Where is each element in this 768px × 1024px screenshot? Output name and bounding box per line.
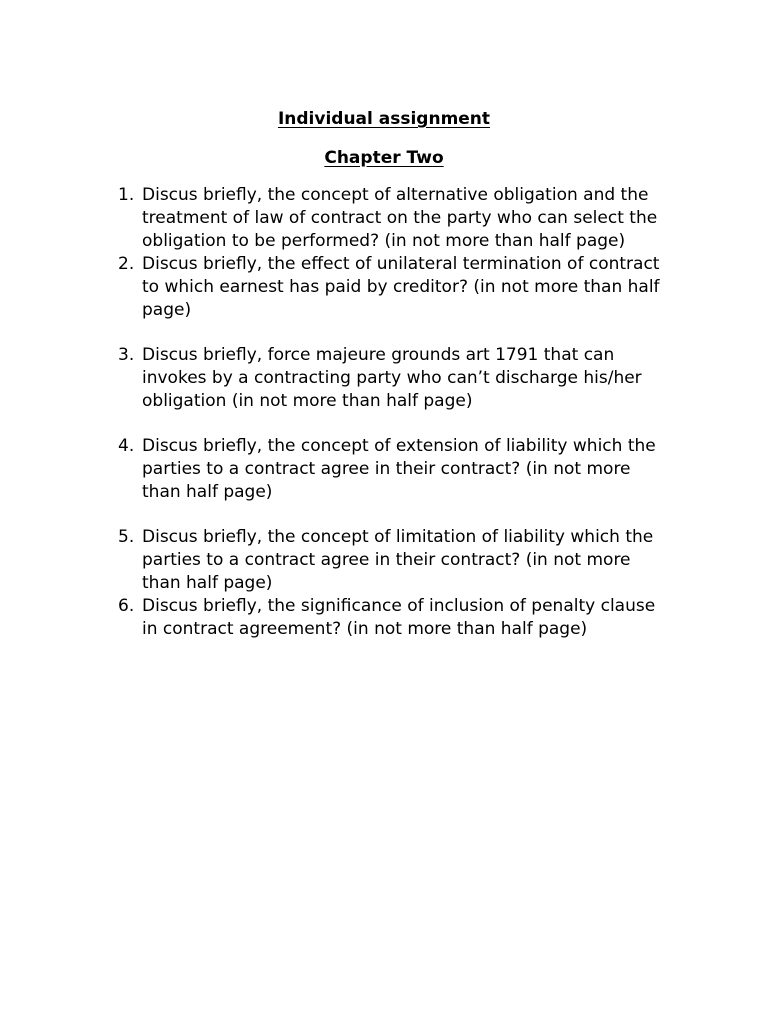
question-text: Discus briefly, the significance of inclusion of penalty clause in contract agreement? (in not more than half page) bbox=[142, 596, 656, 639]
document-title: Individual assignment bbox=[277, 109, 491, 129]
question-number: 5. bbox=[118, 527, 135, 547]
question-item bbox=[118, 595, 698, 641]
chapter-heading: Chapter Two bbox=[324, 148, 444, 168]
question-item bbox=[118, 526, 698, 595]
question-number: 6. bbox=[118, 596, 135, 616]
question-item bbox=[118, 344, 698, 413]
question-number: 1. bbox=[118, 185, 135, 205]
question-text: Discus briefly, the concept of alternative obligation and the treatment of law of contract on the party who can select the obligation to be performed? (in not more than half page) bbox=[142, 185, 658, 251]
question-item bbox=[118, 435, 698, 504]
question-item bbox=[118, 253, 698, 322]
question-number: 4. bbox=[118, 436, 135, 456]
question-item bbox=[118, 184, 698, 253]
question-text: Discus briefly, the concept of extension of liability which the parties to a contract agree in their contract? (in not more than half page) bbox=[142, 436, 656, 502]
question-text: Discus briefly, the effect of unilateral termination of contract to which earnest has paid by creditor? (in not more than half page) bbox=[142, 254, 660, 320]
question-text: Discus briefly, force majeure grounds art 1791 that can invokes by a contracting party who can’t discharge his/her obligation (in not more than half page) bbox=[142, 345, 642, 411]
question-number: 2. bbox=[118, 254, 135, 274]
question-text: Discus briefly, the concept of limitation of liability which the parties to a contract agree in their contract? (in not more than half page) bbox=[142, 527, 654, 593]
question-number: 3. bbox=[118, 345, 135, 365]
